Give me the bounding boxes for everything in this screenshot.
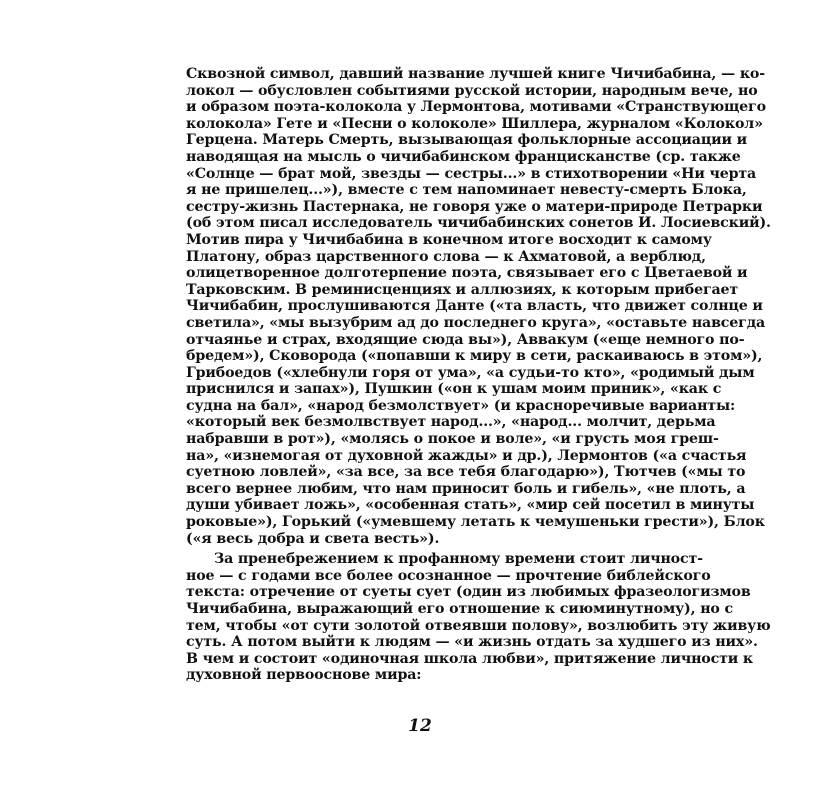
paragraph-1 [186, 66, 771, 547]
text-line: Мотив пира у Чичибабина в конечном итоге восходит к самому [186, 231, 712, 248]
text-line: суетною ловлей», «за все, за все тебя благодарю»), Тютчев («мы то [186, 464, 746, 481]
text-line: «который век безмолвствует народ...», «народ... молчит, дерьма [186, 414, 716, 431]
text-line: наводящая на мысль о чичибабинском францисканстве (ср. также [186, 148, 741, 165]
text-line: колокола» Гете и «Песни о колоколе» Шиллера, журналом «Колокол» [186, 115, 763, 132]
body-text [186, 66, 771, 684]
text-line: на», «изнемогая от духовной жажды» и др.), Лермонтов («а счастья [186, 447, 747, 464]
text-line: («я весь добра и света весть»). [186, 530, 440, 547]
text-line: отчаянье и страх, входящие сюда вы»), Аввакум («еще немного по- [186, 331, 745, 348]
text-line: «Солнце — брат мой, звезды — сестры...» в стихотворении «Ни черта [186, 165, 757, 182]
paragraph-2 [186, 551, 771, 684]
page-number: 12 [408, 716, 432, 736]
text-line: ное — с годами все более осознанное — прочтение библейского [186, 567, 711, 584]
text-line: Чичибабин, прослушиваются Данте («та власть, что движет солнце и [186, 298, 763, 315]
text-line: текста: отречение от суеты сует (один из любимых фразеологизмов [186, 584, 751, 601]
text-line: бредем»), Сковорода («попавши к миру в сети, раскаиваюсь в этом»), [186, 348, 763, 365]
text-line: набравши в рот»), «молясь о покое и воле», «и грусть моя греш- [186, 431, 719, 448]
text-line: суть. А потом выйти к людям — «и жизнь отдать за худшего из них». [186, 634, 758, 651]
text-line: светила», «мы вызубрим ад до последнего круга», «оставьте навсегда [186, 314, 766, 331]
text-line: Герцена. Матерь Смерть, вызывающая фольклорные ассоциации и [186, 132, 748, 149]
text-line: За пренебрежением к профанному времени стоит личност- [214, 551, 703, 568]
text-line: всего вернее любим, что нам приносит боль и гибель», «не плоть, а [186, 480, 746, 497]
text-line: и образом поэта-колокола у Лермонтова, мотивами «Странствующего [186, 99, 766, 116]
text-line: Сквозной символ, давший название лучшей книге Чичибабина, — ко- [186, 66, 765, 82]
text-line: Тарковским. В реминисценциях и аллюзиях, к которым прибегает [186, 281, 739, 298]
text-line: локол — обусловлен событиями русской истории, народным вече, но [186, 82, 758, 99]
text-line: Грибоедов («хлебнули горя от ума», «а судьи-то кто», «родимый дым [186, 364, 755, 381]
text-line: роковые»), Горький («умевшему летать к чемушеньки грести»), Блок [186, 514, 765, 531]
text-line: судна на бал», «народ безмолствует» (и красноречивые варианты: [186, 397, 736, 414]
text-line: сестру-жизнь Пастернака, не говоря уже о матери-природе Петрарки [186, 198, 763, 215]
text-line: Чичибабина, выражающий его отношение к сиюминутному), но с [186, 601, 734, 617]
text-line: тем, чтобы «от сути золотой отвеявши полову», возлюбить эту живую [186, 617, 771, 634]
text-line: я не пришелец...»), вместе с тем напоминает невесту-смерть Блока, [186, 182, 747, 199]
text-line: души убивает ложь», «особенная стать», «мир сей посетил в минуты [186, 497, 755, 514]
text-line: олицетворенное долготерпение поэта, связывает его с Цветаевой и [186, 265, 748, 282]
text-line: Платону, образ царственного слова — к Ахматовой, а верблюд, [186, 248, 706, 265]
text-line: духовной первооснове мира: [186, 667, 422, 684]
text-line: приснился и запах»), Пушкин («он к ушам моим приник», «как с [186, 381, 722, 398]
text-line: (об этом писал исследователь чичибабинских сонетов И. Лосиевский). [186, 215, 771, 232]
text-line: В чем и состоит «одиночная школа любви», притяжение личности к [186, 650, 754, 667]
